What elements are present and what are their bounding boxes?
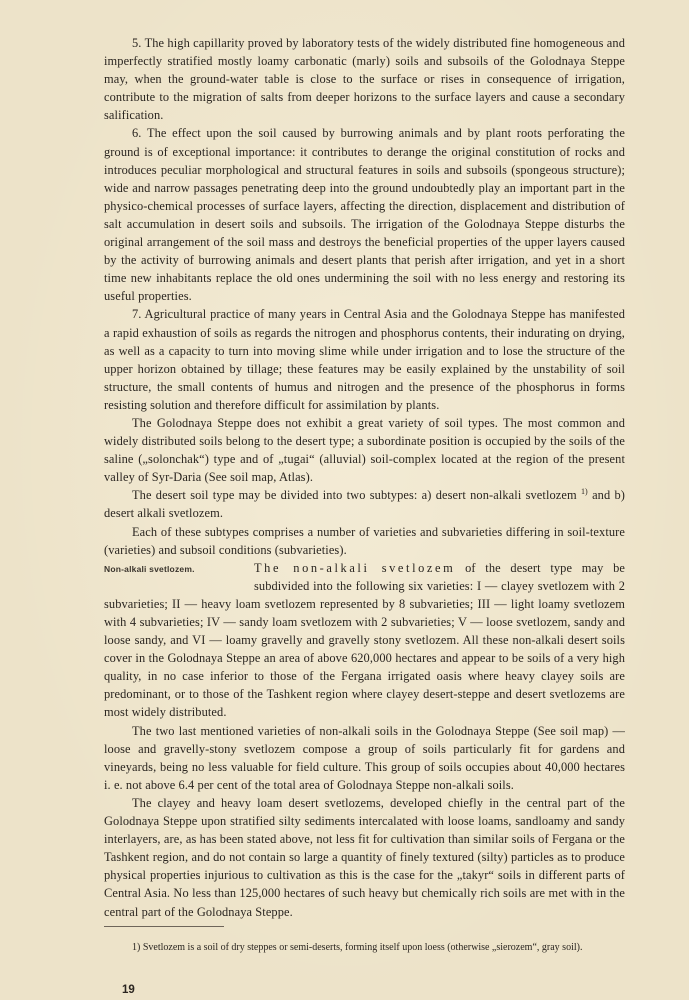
side-label-non-alkali: Non-alkali svetlozem. [104, 564, 195, 574]
subtypes-text: The desert soil type may be divided into two subtypes: a) desert non-alkali svetlozem [132, 488, 577, 503]
paragraph-last-varieties: The two last mentioned varieties of non-alkali soils in the Golodnaya Steppe (See soil map) — loose and gravelly-stony svetlozem compose a group of soils particularly fit for gardens and vineyards, being no less valuable for field culture. This group of soils occupies about 40,000 hectares i. e. not above 6.4 per cent of the total area of Golodnaya Steppe non-alkali soils. [104, 723, 625, 792]
page-number: 19 [122, 984, 135, 996]
footnote [104, 940, 625, 955]
paragraph-varieties: Each of these subtypes comprises a number of varieties and subvarieties differing in soil-texture (varieties) and subsoil conditions (subvarieties). [104, 524, 625, 557]
main-text [104, 34, 625, 921]
spaced-term: The non-alkali svetlozem [254, 560, 456, 575]
paragraph-clayey-heavy-loam: The clayey and heavy loam desert svetlozems, developed chiefly in the central part of the Golodnaya Steppe upon stratified silty sediments intercalated with loose loams, sandloamy and sandy interlayers, are, as has been stated above, not less fit for cultivation than similar soils of Fergana or the Tashkent region, and do not contain so large a quantity of finely textured (silty) particles as to produce physical properties injurious to cultivation as this is the case for the „takyr“ soils in different parts of Central Asia. No less than 125,000 hectares of such heavy but chemically rich soils are met with in the central part of the Golodnaya Steppe. [104, 795, 625, 919]
paragraph-non-alkali-svetlozem [104, 559, 625, 722]
paragraph-subtypes [104, 486, 625, 522]
non-alkali-text: of the desert type may be subdivided into the following six varieties: I — clayey svetlozem with 2 subvarieties; II — heavy loam svetlozem represented by 8 subvarieties; III — light loamy svetlozem with 4 subvarieties; IV — sandy loam svetlozem with 2 subvarieties; V — loose svetlozem, sandy and loose sandy, and VI — loamy gravelly and gravelly stony svetlozem. All these non-alkali desert soils cover in the Golodnaya Steppe an area of above 620,000 hectares and appear to be soils of a very high quality, in no case inferior to those of the Fergana irrigated oasis where heavy clayey soils are predominant, or to those of the Tashkent region where clayey desert-steppe and desert svetlozems are most widely distributed. [104, 560, 625, 720]
paragraph-agricultural-practice: 7. Agricultural practice of many years in Central Asia and the Golodnaya Steppe has manifested a rapid exhaustion of soils as regards the nitrogen and phosphorus contents, their indurating on drying, as well as a capacity to turn into moving slime while under irrigation and to lose the structure of the upper horizon obtained by tillage; these features may be easily explained by the unstability of soil structure, the small contents of humus and nitrogen and the presence of the phosphorus in forms resisting solution and therefore difficult for assimilation by plants. [104, 307, 625, 412]
paragraph-soil-types: The Golodnaya Steppe does not exhibit a great variety of soil types. The most common and widely distributed soils belong to the desert type; a subordinate position is occupied by the soils of the saline („solonchak“) type and of „tugai“ (alluvial) soil-complex located at the region of the present valley of Syr-Daria (See soil map, Atlas). [104, 415, 625, 485]
footnote-divider [104, 926, 224, 927]
footnote-text: 1) Svetlozem is a soil of dry steppes or semi-deserts, forming itself upon loess (otherwise „sierozem“, gray soil). [132, 942, 583, 953]
footnote-ref[interactable]: 1) [580, 487, 588, 497]
subtypes-text-end: and b) desert alkali svetlozem. [104, 488, 625, 521]
paragraph-burrowing-animals: 6. The effect upon the soil caused by burrowing animals and by plant roots perforating the ground is of exceptional importance: it contributes to derange the original constitution of rocks and introduces peculiar morphological and structural features in soils and subsoils (spongeous structure); wide and narrow passages penetrating deep into the ground undoubtedly play an important part in the physico-chemical processes of surface layers, affecting the direction, displacement and distribution of salt accumulation in desert soils and subsoils. The irrigation of the Golodnaya Steppe disturbs the original arrangement of the soil mass and destroys the beneficial properties of the upper layers caused by the activity of burrowing animals and desert plants that perish after irrigation, and yet in a short time new inhabitants replace the old ones undermining the soil with no less energy and restoring its useful properties. [104, 126, 625, 304]
paragraph-capillarity: 5. The high capillarity proved by laboratory tests of the widely distributed fine homogeneous and imperfectly stratified mostly loamy carbonatic (marly) soils and subsoils of the Golodnaya Steppe may, when the ground-water table is close to the surface or rises in consequence of irrigation, contribute to the migration of salts from deeper horizons to the surface layers and cause a secondary salification. [104, 36, 625, 123]
